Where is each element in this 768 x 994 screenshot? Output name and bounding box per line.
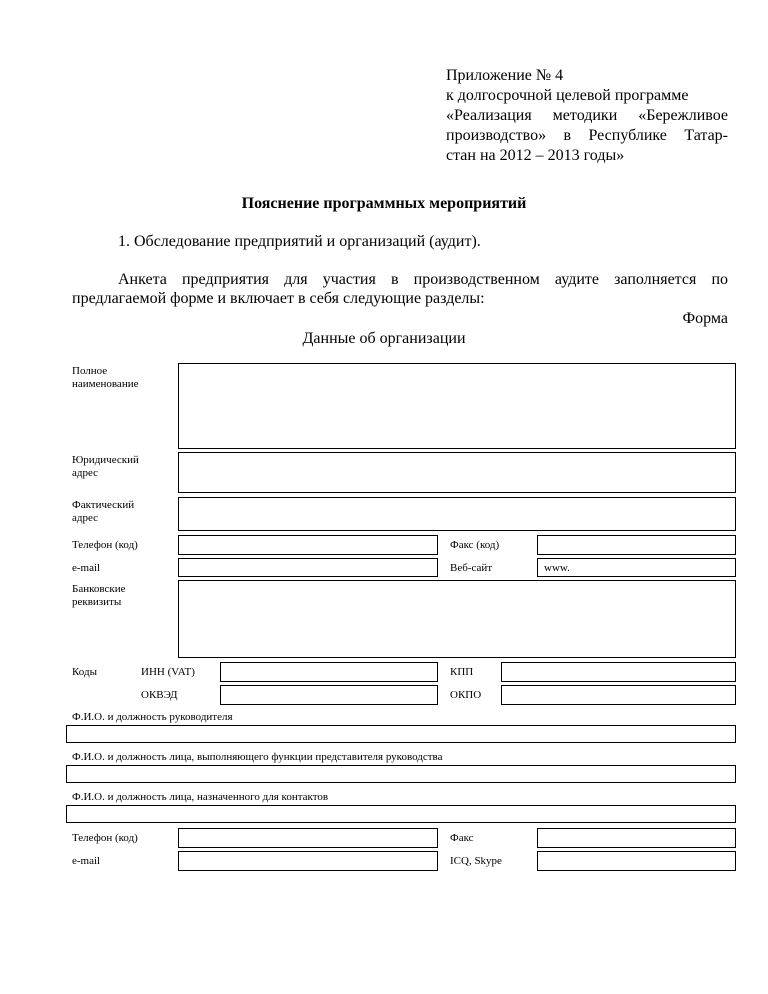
- okpo-label: ОКПО: [450, 689, 482, 701]
- label-line: адрес: [72, 467, 99, 479]
- appendix-line: к долгосрочной целевой программе: [446, 87, 689, 104]
- representative-field[interactable]: [66, 765, 736, 783]
- appendix-line: Приложение № 4: [446, 67, 564, 84]
- full-name-field[interactable]: [178, 363, 736, 449]
- intro-paragraph: [72, 270, 728, 308]
- label-line: реквизиты: [72, 596, 122, 608]
- contact-label: Ф.И.О. и должность лица, назначенного для контактов: [72, 791, 329, 803]
- appendix-line: «Реализация методики «Бережливое: [446, 107, 728, 124]
- legal-address-field[interactable]: [178, 452, 736, 493]
- actual-address-field[interactable]: [178, 497, 736, 531]
- bank-label: [72, 583, 126, 609]
- phone-label: Телефон (код): [72, 539, 138, 551]
- fax-label: Факс: [450, 832, 474, 844]
- head-field[interactable]: [66, 725, 736, 743]
- representative-label: Ф.И.О. и должность лица, выполняющего функции представителя руководства: [72, 751, 443, 763]
- okpo-field[interactable]: [501, 685, 736, 705]
- actual-address-label: [72, 499, 134, 525]
- bank-field[interactable]: [178, 580, 736, 658]
- kpp-field[interactable]: [501, 662, 736, 682]
- phone2-field[interactable]: [178, 828, 438, 848]
- section-heading: Пояснение программных мероприятий: [241, 195, 527, 212]
- email-label: e-mail: [72, 562, 101, 574]
- inn-field[interactable]: [220, 662, 438, 682]
- list-item-audit: 1. Обследование предприятий и организаций (аудит).: [118, 233, 481, 250]
- head-label: Ф.И.О. и должность руководителя: [72, 711, 233, 723]
- appendix-line: стан на 2012 – 2013 годы»: [446, 147, 625, 164]
- okved-label: ОКВЭД: [141, 689, 178, 701]
- label-line: Банковские: [72, 583, 126, 595]
- codes-label: Коды: [72, 666, 97, 678]
- label-line: наименование: [72, 378, 139, 390]
- email2-field[interactable]: [178, 851, 438, 871]
- fax-code-field[interactable]: [537, 535, 736, 555]
- email-field[interactable]: [178, 558, 438, 577]
- form-label: Форма: [682, 310, 728, 327]
- label-line: адрес: [72, 512, 99, 524]
- appendix-line: производство» в Республике Татар-: [446, 127, 728, 144]
- label-line: Фактический: [72, 499, 135, 511]
- contact-field[interactable]: [66, 805, 736, 823]
- form-title: Данные об организации: [302, 330, 466, 347]
- website-prefix: www.: [544, 562, 570, 574]
- website-field[interactable]: [537, 558, 736, 577]
- inn-label: ИНН (VAT): [141, 666, 195, 678]
- label-line: Полное: [72, 365, 108, 377]
- appendix-header: [446, 66, 728, 166]
- legal-address-label: [72, 454, 139, 480]
- email2-label: e-mail: [72, 855, 101, 867]
- icq-skype-label: ICQ, Skype: [450, 855, 502, 867]
- icq-skype-field[interactable]: [537, 851, 736, 871]
- paragraph-line: предлагаемой форме и включает в себя следующие разделы:: [72, 290, 485, 307]
- paragraph-line: Анкета предприятия для участия в производственном аудите заполняется по: [118, 271, 728, 288]
- phone2-label: Телефон (код): [72, 832, 138, 844]
- full-name-label: [72, 365, 138, 391]
- phone-field[interactable]: [178, 535, 438, 555]
- fax-field[interactable]: [537, 828, 736, 848]
- label-line: Юридический: [72, 454, 139, 466]
- fax-code-label: Факс (код): [450, 539, 500, 551]
- kpp-label: КПП: [450, 666, 474, 678]
- okved-field[interactable]: [220, 685, 438, 705]
- website-label: Веб-сайт: [450, 562, 493, 574]
